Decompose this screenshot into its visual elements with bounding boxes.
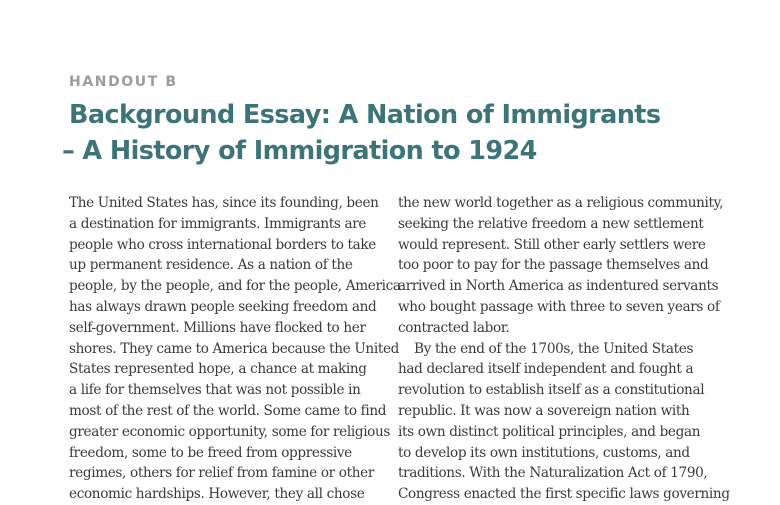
right-column (398, 193, 730, 505)
text-line: freedom, some to be freed from oppressive (69, 444, 352, 461)
text-line: republic. It was now a sovereign nation with (398, 402, 690, 419)
text-line: The United States has, since its founding, been (69, 195, 379, 211)
title-line-1: Background Essay: A Nation of Immigrants (69, 100, 661, 130)
text-line: up permanent residence. As a nation of the (69, 257, 353, 274)
text-line: a life for themselves that was not possible in (69, 382, 361, 399)
paragraph-start-line: By the end of the 1700s, the United States (414, 340, 694, 357)
text-line: shores. They came to America because the United (69, 340, 399, 357)
text-line: would represent. Still other early settlers were (398, 236, 706, 253)
text-line: a destination for immigrants. Immigrants are (69, 215, 367, 232)
essay-title (62, 97, 742, 169)
text-line: self-government. Millions have flocked to her (69, 319, 366, 336)
text-line: contracted labor. (398, 319, 510, 336)
text-line: to develop its own institutions, customs, and (398, 444, 690, 461)
text-line: arrived in North America as indentured servants (398, 278, 719, 295)
text-line: economic hardships. However, they all chose (69, 486, 365, 503)
text-line: people who cross international borders to take (69, 236, 376, 253)
title-line-2: – A History of Immigration to 1924 (62, 136, 537, 166)
text-line: seeking the relative freedom a new settlement (398, 215, 704, 232)
text-line: has always drawn people seeking freedom and (69, 298, 377, 315)
text-line: greater economic opportunity, some for religious (69, 423, 391, 440)
text-line: Congress enacted the first specific laws governing (398, 486, 730, 503)
text-line: the new world together as a religious community, (398, 195, 724, 211)
text-line: traditions. With the Naturalization Act of 1790, (398, 465, 708, 482)
text-line: people, by the people, and for the people, America (69, 278, 401, 295)
text-line: too poor to pay for the passage themselves and (398, 257, 709, 274)
text-line: most of the rest of the world. Some came to find (69, 402, 387, 419)
left-column (69, 193, 401, 505)
text-line: who bought passage with three to seven years of (398, 298, 720, 315)
text-line: its own distinct political principles, and began (398, 423, 701, 440)
text-line: States represented hope, a chance at making (69, 361, 367, 378)
handout-label: HANDOUT B (69, 74, 178, 90)
text-line: regimes, others for relief from famine or other (69, 465, 374, 482)
text-line: had declared itself independent and fought a (398, 361, 694, 378)
text-line: revolution to establish itself as a constitutional (398, 382, 705, 399)
